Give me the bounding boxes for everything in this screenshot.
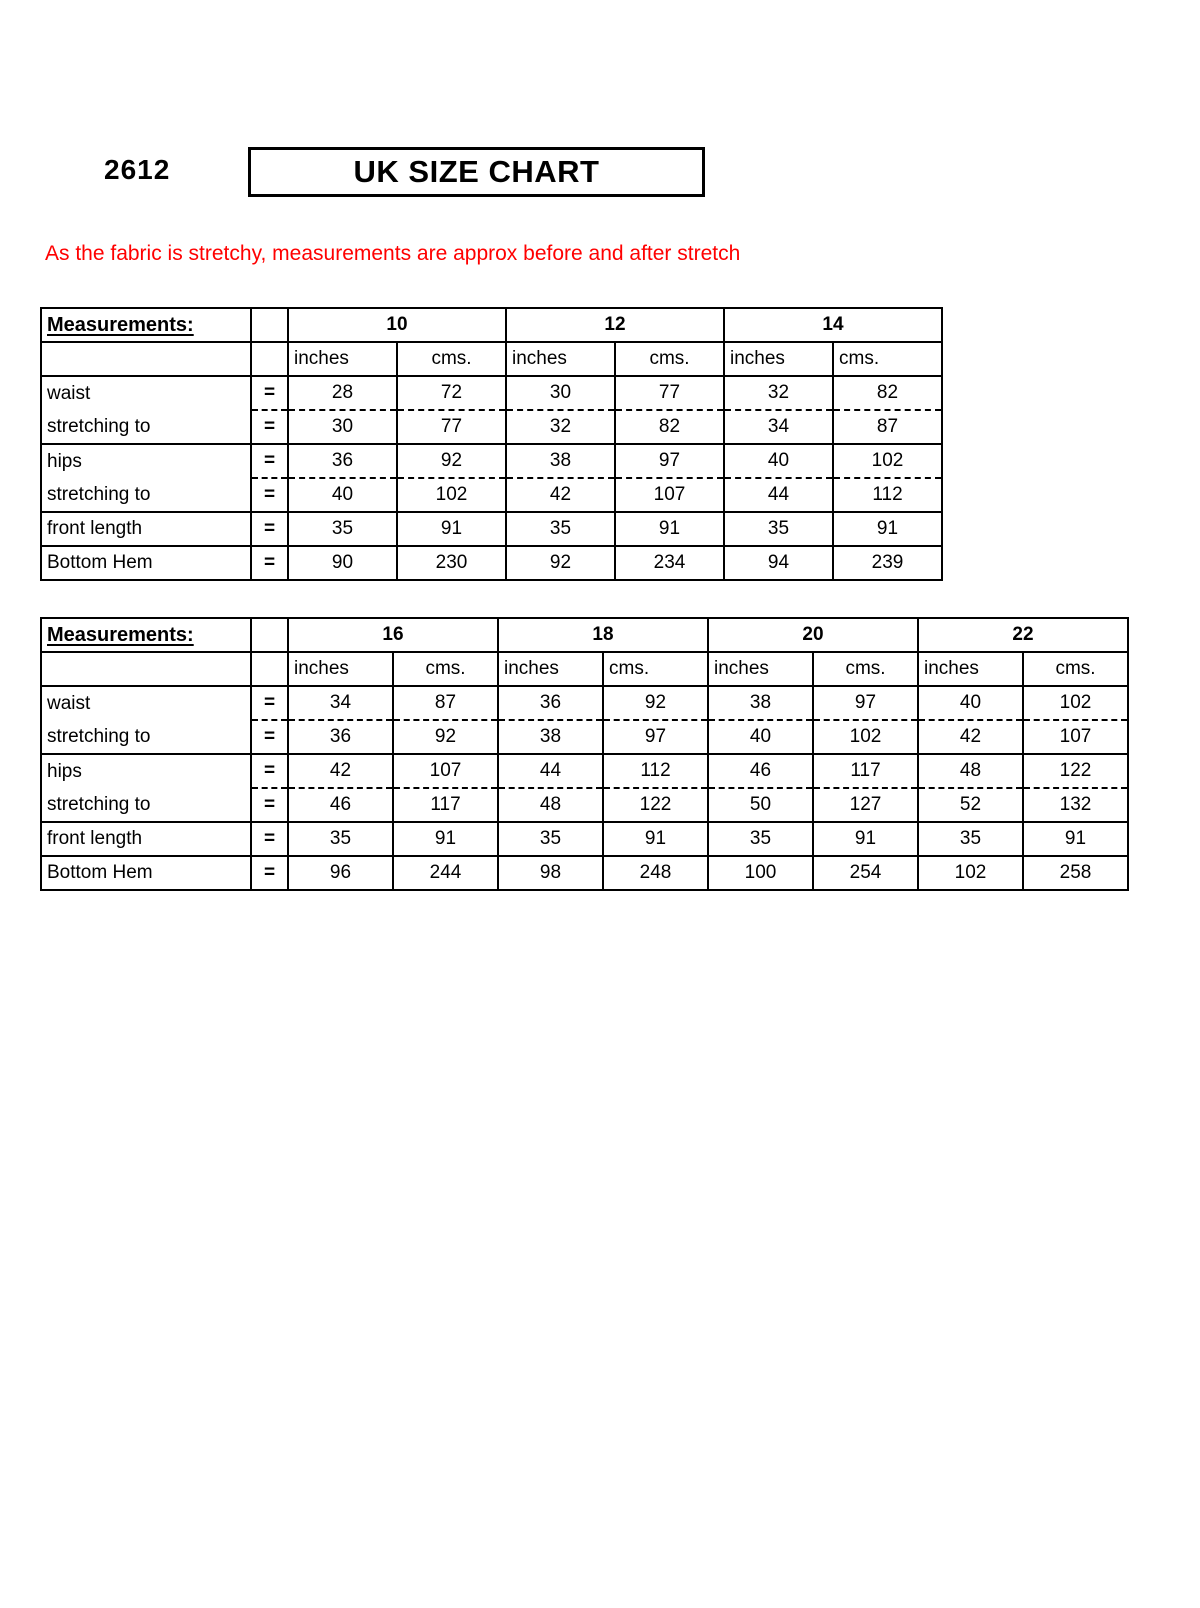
value-cell: 91 bbox=[615, 512, 724, 546]
equals-sign: = bbox=[251, 444, 288, 478]
value-cell: 92 bbox=[397, 444, 506, 478]
equals-sign: = bbox=[251, 856, 288, 890]
measurement-row-front-length bbox=[41, 512, 942, 546]
measurement-row-waist-stretch bbox=[41, 720, 1128, 754]
equals-sign: = bbox=[251, 822, 288, 856]
unit-header: inches bbox=[288, 652, 393, 686]
empty-cell bbox=[41, 652, 251, 686]
value-cell: 92 bbox=[506, 546, 615, 580]
value-cell: 94 bbox=[724, 546, 833, 580]
measurement-label: Bottom Hem bbox=[41, 856, 251, 890]
equals-sign: = bbox=[251, 686, 288, 720]
size-header-row bbox=[41, 308, 942, 342]
page-title: UK SIZE CHART bbox=[353, 154, 600, 189]
measurement-row-hips bbox=[41, 754, 1128, 788]
value-cell: 28 bbox=[288, 376, 397, 410]
value-cell: 254 bbox=[813, 856, 918, 890]
value-cell: 97 bbox=[615, 444, 724, 478]
value-cell: 42 bbox=[918, 720, 1023, 754]
unit-header: inches bbox=[918, 652, 1023, 686]
value-cell: 258 bbox=[1023, 856, 1128, 890]
value-cell: 102 bbox=[397, 478, 506, 512]
value-cell: 91 bbox=[393, 822, 498, 856]
value-cell: 91 bbox=[833, 512, 942, 546]
value-cell: 35 bbox=[288, 822, 393, 856]
size-header: 16 bbox=[288, 618, 498, 652]
measurements-header: Measurements: bbox=[41, 308, 251, 342]
size-header: 22 bbox=[918, 618, 1128, 652]
value-cell: 112 bbox=[603, 754, 708, 788]
value-cell: 248 bbox=[603, 856, 708, 890]
value-cell: 35 bbox=[918, 822, 1023, 856]
measurement-label: front length bbox=[41, 822, 251, 856]
value-cell: 77 bbox=[397, 410, 506, 444]
size-header: 20 bbox=[708, 618, 918, 652]
value-cell: 112 bbox=[833, 478, 942, 512]
value-cell: 38 bbox=[506, 444, 615, 478]
value-cell: 35 bbox=[498, 822, 603, 856]
measurement-label: front length bbox=[41, 512, 251, 546]
measurement-row-bottom-hem bbox=[41, 856, 1128, 890]
measurement-label: hips bbox=[41, 754, 251, 788]
unit-header: cms. bbox=[813, 652, 918, 686]
value-cell: 48 bbox=[498, 788, 603, 822]
value-cell: 35 bbox=[506, 512, 615, 546]
empty-cell bbox=[251, 618, 288, 652]
value-cell: 234 bbox=[615, 546, 724, 580]
measurement-row-waist bbox=[41, 376, 942, 410]
style-code: 2612 bbox=[104, 154, 171, 185]
value-cell: 82 bbox=[615, 410, 724, 444]
value-cell: 36 bbox=[288, 444, 397, 478]
value-cell: 30 bbox=[506, 376, 615, 410]
value-cell: 38 bbox=[498, 720, 603, 754]
value-cell: 87 bbox=[393, 686, 498, 720]
measurement-label: hips bbox=[41, 444, 251, 478]
size-header: 14 bbox=[724, 308, 942, 342]
size-header-row bbox=[41, 618, 1128, 652]
unit-header: cms. bbox=[397, 342, 506, 376]
unit-header: cms. bbox=[603, 652, 708, 686]
value-cell: 40 bbox=[918, 686, 1023, 720]
unit-header: cms. bbox=[615, 342, 724, 376]
unit-header: inches bbox=[724, 342, 833, 376]
measurements-header: Measurements: bbox=[41, 618, 251, 652]
value-cell: 42 bbox=[506, 478, 615, 512]
value-cell: 46 bbox=[708, 754, 813, 788]
value-cell: 40 bbox=[708, 720, 813, 754]
value-cell: 122 bbox=[603, 788, 708, 822]
value-cell: 44 bbox=[498, 754, 603, 788]
measurement-row-hips-stretch bbox=[41, 788, 1128, 822]
value-cell: 32 bbox=[724, 376, 833, 410]
unit-header: inches bbox=[498, 652, 603, 686]
empty-cell bbox=[251, 342, 288, 376]
value-cell: 91 bbox=[1023, 822, 1128, 856]
value-cell: 92 bbox=[393, 720, 498, 754]
value-cell: 35 bbox=[708, 822, 813, 856]
value-cell: 230 bbox=[397, 546, 506, 580]
value-cell: 87 bbox=[833, 410, 942, 444]
value-cell: 72 bbox=[397, 376, 506, 410]
unit-header: cms. bbox=[1023, 652, 1128, 686]
equals-sign: = bbox=[251, 478, 288, 512]
value-cell: 107 bbox=[393, 754, 498, 788]
title-box bbox=[248, 147, 705, 197]
value-cell: 35 bbox=[724, 512, 833, 546]
unit-header: cms. bbox=[833, 342, 942, 376]
equals-sign: = bbox=[251, 788, 288, 822]
value-cell: 91 bbox=[813, 822, 918, 856]
equals-sign: = bbox=[251, 512, 288, 546]
value-cell: 90 bbox=[288, 546, 397, 580]
measurement-label: stretching to bbox=[41, 720, 251, 754]
value-cell: 107 bbox=[615, 478, 724, 512]
empty-cell bbox=[251, 652, 288, 686]
unit-header: inches bbox=[288, 342, 397, 376]
value-cell: 52 bbox=[918, 788, 1023, 822]
size-header: 10 bbox=[288, 308, 506, 342]
empty-cell bbox=[251, 308, 288, 342]
value-cell: 36 bbox=[288, 720, 393, 754]
value-cell: 102 bbox=[918, 856, 1023, 890]
value-cell: 122 bbox=[1023, 754, 1128, 788]
value-cell: 132 bbox=[1023, 788, 1128, 822]
measurement-label: stretching to bbox=[41, 478, 251, 512]
value-cell: 127 bbox=[813, 788, 918, 822]
value-cell: 239 bbox=[833, 546, 942, 580]
equals-sign: = bbox=[251, 546, 288, 580]
measurement-label: stretching to bbox=[41, 788, 251, 822]
empty-cell bbox=[41, 342, 251, 376]
value-cell: 97 bbox=[813, 686, 918, 720]
measurement-label: Bottom Hem bbox=[41, 546, 251, 580]
value-cell: 96 bbox=[288, 856, 393, 890]
measurement-label: stretching to bbox=[41, 410, 251, 444]
value-cell: 98 bbox=[498, 856, 603, 890]
equals-sign: = bbox=[251, 376, 288, 410]
value-cell: 117 bbox=[393, 788, 498, 822]
stretch-note: As the fabric is stretchy, measurements are approx before and after stretch bbox=[45, 242, 741, 265]
value-cell: 36 bbox=[498, 686, 603, 720]
measurement-label: waist bbox=[41, 686, 251, 720]
value-cell: 77 bbox=[615, 376, 724, 410]
value-cell: 102 bbox=[813, 720, 918, 754]
value-cell: 44 bbox=[724, 478, 833, 512]
value-cell: 102 bbox=[833, 444, 942, 478]
unit-header: cms. bbox=[393, 652, 498, 686]
measurement-row-waist bbox=[41, 686, 1128, 720]
unit-header-row bbox=[41, 652, 1128, 686]
value-cell: 40 bbox=[724, 444, 833, 478]
value-cell: 34 bbox=[724, 410, 833, 444]
size-header: 18 bbox=[498, 618, 708, 652]
value-cell: 102 bbox=[1023, 686, 1128, 720]
value-cell: 32 bbox=[506, 410, 615, 444]
value-cell: 97 bbox=[603, 720, 708, 754]
value-cell: 91 bbox=[397, 512, 506, 546]
value-cell: 34 bbox=[288, 686, 393, 720]
value-cell: 244 bbox=[393, 856, 498, 890]
value-cell: 48 bbox=[918, 754, 1023, 788]
measurement-label: waist bbox=[41, 376, 251, 410]
value-cell: 42 bbox=[288, 754, 393, 788]
measurement-row-bottom-hem bbox=[41, 546, 942, 580]
measurement-row-front-length bbox=[41, 822, 1128, 856]
equals-sign: = bbox=[251, 720, 288, 754]
value-cell: 92 bbox=[603, 686, 708, 720]
equals-sign: = bbox=[251, 410, 288, 444]
size-header: 12 bbox=[506, 308, 724, 342]
value-cell: 38 bbox=[708, 686, 813, 720]
value-cell: 40 bbox=[288, 478, 397, 512]
size-table-10-14 bbox=[40, 307, 943, 581]
value-cell: 35 bbox=[288, 512, 397, 546]
size-table-16-22 bbox=[40, 617, 1129, 891]
value-cell: 30 bbox=[288, 410, 397, 444]
unit-header-row bbox=[41, 342, 942, 376]
unit-header: inches bbox=[708, 652, 813, 686]
value-cell: 82 bbox=[833, 376, 942, 410]
value-cell: 91 bbox=[603, 822, 708, 856]
value-cell: 100 bbox=[708, 856, 813, 890]
measurement-row-hips bbox=[41, 444, 942, 478]
value-cell: 46 bbox=[288, 788, 393, 822]
measurement-row-hips-stretch bbox=[41, 478, 942, 512]
equals-sign: = bbox=[251, 754, 288, 788]
value-cell: 117 bbox=[813, 754, 918, 788]
value-cell: 107 bbox=[1023, 720, 1128, 754]
unit-header: inches bbox=[506, 342, 615, 376]
measurement-row-waist-stretch bbox=[41, 410, 942, 444]
value-cell: 50 bbox=[708, 788, 813, 822]
